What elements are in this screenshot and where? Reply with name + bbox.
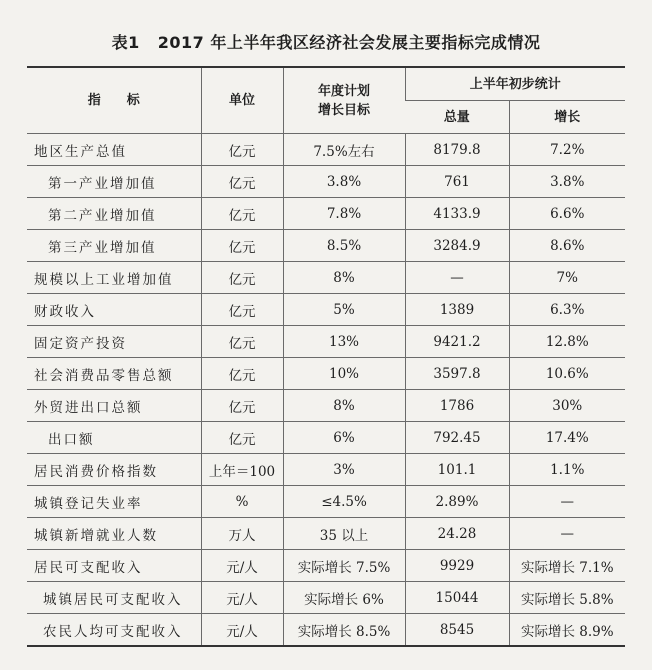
unit-cell: 亿元 [201, 326, 283, 358]
table-caption [0, 30, 652, 53]
target-cell: 8.5% [283, 230, 405, 262]
table-row [27, 486, 625, 518]
target-cell: 7.8% [283, 198, 405, 230]
header-total: 总量 [405, 101, 509, 134]
unit-cell: 亿元 [201, 390, 283, 422]
indicator-name: 固定资产投资 [27, 326, 201, 358]
growth-cell: 实际增长 7.1% [509, 550, 625, 582]
total-cell: 8179.8 [405, 134, 509, 166]
unit-cell: 亿元 [201, 230, 283, 262]
table-row [27, 262, 625, 294]
total-cell: 15044 [405, 582, 509, 614]
target-cell: 7.5%左右 [283, 134, 405, 166]
growth-cell: 30% [509, 390, 625, 422]
table-row [27, 230, 625, 262]
total-cell: 761 [405, 166, 509, 198]
indicator-name: 居民可支配收入 [27, 550, 201, 582]
target-cell: 35 以上 [283, 518, 405, 550]
header-growth: 增长 [509, 101, 625, 134]
table-row [27, 134, 625, 166]
growth-cell: 实际增长 5.8% [509, 582, 625, 614]
target-cell: 3.8% [283, 166, 405, 198]
indicator-name: 外贸进出口总额 [27, 390, 201, 422]
unit-cell: 亿元 [201, 422, 283, 454]
total-cell: 4133.9 [405, 198, 509, 230]
indicator-name: 社会消费品零售总额 [27, 358, 201, 390]
table-number: 表1 [111, 33, 140, 52]
total-cell: 792.45 [405, 422, 509, 454]
growth-cell: 实际增长 8.9% [509, 614, 625, 647]
unit-cell: 上年＝100 [201, 454, 283, 486]
table-row [27, 582, 625, 614]
growth-cell: 12.8% [509, 326, 625, 358]
growth-cell: 8.6% [509, 230, 625, 262]
indicator-name: 第三产业增加值 [27, 230, 201, 262]
unit-cell: 亿元 [201, 166, 283, 198]
total-cell: 1786 [405, 390, 509, 422]
table-row [27, 614, 625, 647]
table-row [27, 166, 625, 198]
total-cell: 9421.2 [405, 326, 509, 358]
total-cell: 3284.9 [405, 230, 509, 262]
total-cell: 9929 [405, 550, 509, 582]
indicator-name: 居民消费价格指数 [27, 454, 201, 486]
unit-cell: 亿元 [201, 294, 283, 326]
growth-cell: 6.3% [509, 294, 625, 326]
indicator-name: 城镇登记失业率 [27, 486, 201, 518]
total-cell: 8545 [405, 614, 509, 647]
target-cell: 13% [283, 326, 405, 358]
indicator-name: 第一产业增加值 [27, 166, 201, 198]
growth-cell: 17.4% [509, 422, 625, 454]
total-cell: 2.89% [405, 486, 509, 518]
growth-cell: 6.6% [509, 198, 625, 230]
table-title: 2017 年上半年我区经济社会发展主要指标完成情况 [157, 33, 541, 52]
header-stats-group: 上半年初步统计 [405, 67, 625, 101]
growth-cell: 10.6% [509, 358, 625, 390]
table-row [27, 390, 625, 422]
indicator-name: 城镇居民可支配收入 [27, 582, 201, 614]
header-target-line2: 增长目标 [317, 102, 370, 118]
growth-cell: — [509, 486, 625, 518]
growth-cell: 1.1% [509, 454, 625, 486]
unit-cell: 元/人 [201, 582, 283, 614]
target-cell: 6% [283, 422, 405, 454]
total-cell: 24.28 [405, 518, 509, 550]
table-row [27, 454, 625, 486]
total-cell: 101.1 [405, 454, 509, 486]
total-cell: 1389 [405, 294, 509, 326]
total-cell: — [405, 262, 509, 294]
table-row [27, 550, 625, 582]
table-row [27, 358, 625, 390]
table-row [27, 326, 625, 358]
table-row [27, 294, 625, 326]
unit-cell: % [201, 486, 283, 518]
unit-cell: 元/人 [201, 614, 283, 647]
target-cell: 5% [283, 294, 405, 326]
target-cell: 3% [283, 454, 405, 486]
target-cell: 10% [283, 358, 405, 390]
table-row [27, 198, 625, 230]
indicator-name: 出口额 [27, 422, 201, 454]
growth-cell: 7% [509, 262, 625, 294]
unit-cell: 万人 [201, 518, 283, 550]
table-body [27, 134, 625, 647]
indicator-name: 规模以上工业增加值 [27, 262, 201, 294]
header-target [283, 67, 405, 134]
table-row [27, 422, 625, 454]
growth-cell: — [509, 518, 625, 550]
target-cell: 实际增长 7.5% [283, 550, 405, 582]
indicators-table [27, 66, 625, 647]
header-unit: 单位 [201, 67, 283, 134]
table-row [27, 518, 625, 550]
target-cell: 实际增长 8.5% [283, 614, 405, 647]
growth-cell: 3.8% [509, 166, 625, 198]
target-cell: 8% [283, 390, 405, 422]
target-cell: 8% [283, 262, 405, 294]
indicator-name: 农民人均可支配收入 [27, 614, 201, 647]
indicator-name: 财政收入 [27, 294, 201, 326]
unit-cell: 亿元 [201, 358, 283, 390]
header-target-line1: 年度计划 [317, 83, 370, 99]
target-cell: ≤4.5% [283, 486, 405, 518]
unit-cell: 亿元 [201, 262, 283, 294]
unit-cell: 元/人 [201, 550, 283, 582]
unit-cell: 亿元 [201, 198, 283, 230]
target-cell: 实际增长 6% [283, 582, 405, 614]
table-header [27, 67, 625, 134]
indicator-name: 地区生产总值 [27, 134, 201, 166]
total-cell: 3597.8 [405, 358, 509, 390]
indicator-name: 第二产业增加值 [27, 198, 201, 230]
unit-cell: 亿元 [201, 134, 283, 166]
header-indicator: 指 标 [27, 67, 201, 134]
indicator-name: 城镇新增就业人数 [27, 518, 201, 550]
growth-cell: 7.2% [509, 134, 625, 166]
